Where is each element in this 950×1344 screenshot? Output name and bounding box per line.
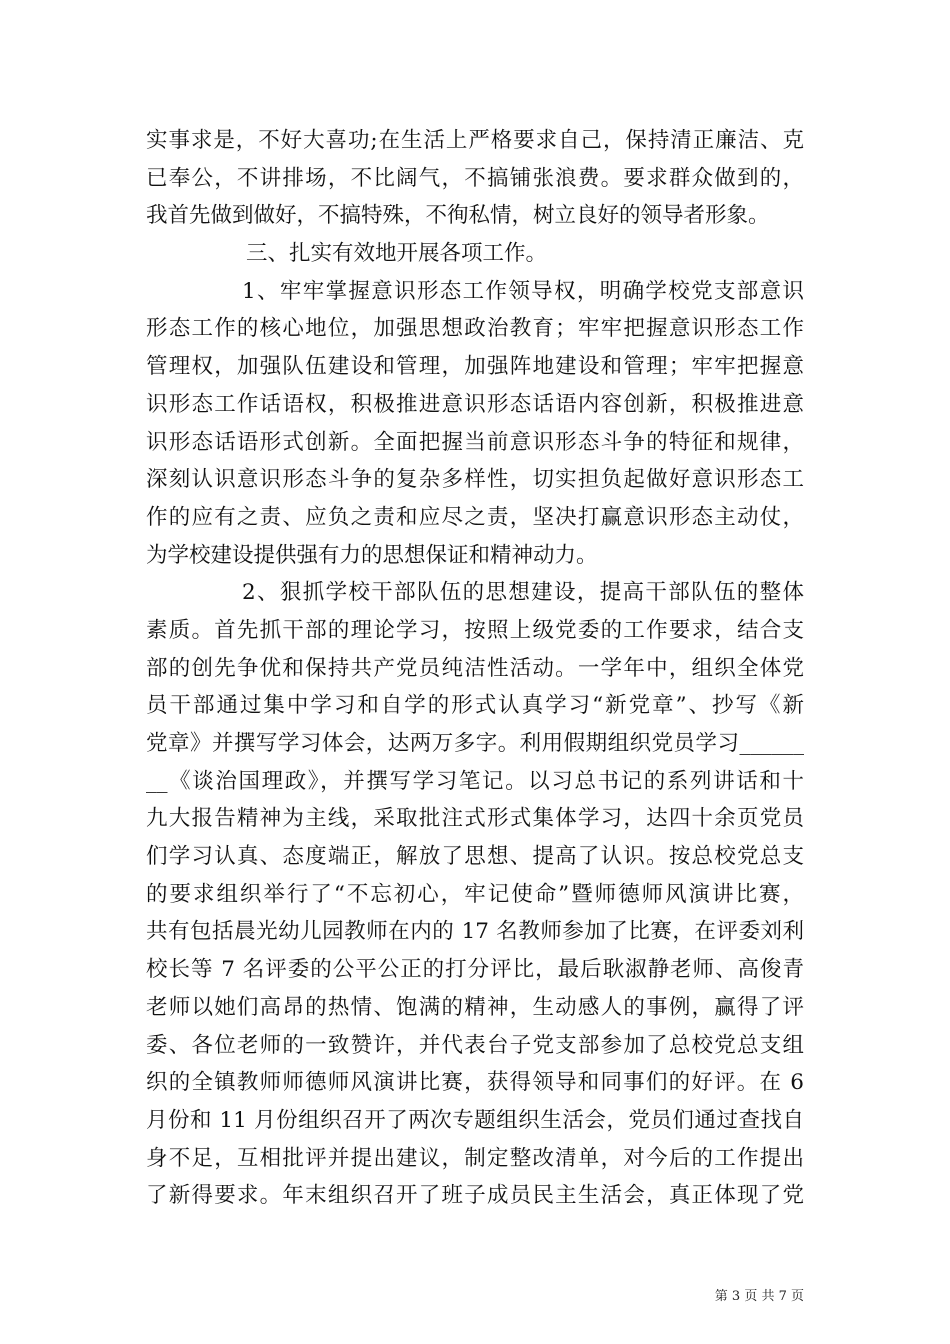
text-line: 识形态工作话语权，积极推进意识形态话语内容创新，积极推进意	[146, 391, 804, 417]
text-line: 织的全镇教师师德师风演讲比赛，获得领导和同事们的好评。在 6	[146, 1070, 804, 1096]
page-number: 第 3 页 共 7 页	[714, 1289, 804, 1304]
text-line: 校长等 7 名评委的公平公正的打分评比，最后耿淑静老师、高俊青	[146, 957, 804, 983]
text-line: 我首先做到做好，不搞特殊，不徇私情，树立良好的领导者形象。	[146, 203, 770, 229]
text-line: 为学校建设提供强有力的思想保证和精神动力。	[146, 542, 598, 568]
text-line: 实事求是，不好大喜功;在生活上严格要求自己，保持清正廉洁、克	[146, 128, 804, 153]
text-line: 员干部通过集中学习和自学的形式认真学习“新党章”、抄写《新	[146, 693, 804, 719]
text-line: 部的创先争优和保持共产党员纯洁性活动。一学年中，组织全体党	[146, 655, 804, 681]
text-line: __《谈治国理政》，并撰写学习笔记。以习总书记的系列讲话和十	[146, 768, 804, 794]
text-line: 了新得要求。年末组织召开了班子成员民主生活会，真正体现了党	[146, 1183, 804, 1209]
text-line: 委、各位老师的一致赞许，并代表台子党支部参加了总校党总支组	[146, 1032, 804, 1058]
text-line: 老师以她们高昂的热情、饱满的精神，生动感人的事例，赢得了评	[146, 994, 804, 1020]
text-line: 识形态话语形式创新。全面把握当前意识形态斗争的特征和规律，	[146, 429, 804, 455]
text-line: 形态工作的核心地位，加强思想政治教育；牢牢把握意识形态工作	[146, 316, 804, 342]
text-line: 深刻认识意识形态斗争的复杂多样性，切实担负起做好意识形态工	[146, 467, 804, 493]
text-line: 九大报告精神为主线，采取批注式形式集体学习，达四十余页党员	[146, 806, 804, 832]
section-heading: 三、扎实有效地开展各项工作。	[246, 241, 548, 267]
text-line: 已奉公，不讲排场，不比阔气，不搞铺张浪费。要求群众做到的，	[146, 165, 804, 191]
document-body	[146, 122, 804, 1215]
paragraph-first-line: 1、牢牢掌握意识形态工作领导权，明确学校党支部意识	[242, 278, 804, 304]
text-line: 共有包括晨光幼儿园教师在内的 17 名教师参加了比赛，在评委刘利	[146, 919, 804, 945]
paragraph-first-line: 2、狠抓学校干部队伍的思想建设，提高干部队伍的整体	[242, 580, 804, 606]
text-line: 的要求组织举行了“不忘初心，牢记使命”暨师德师风演讲比赛，	[146, 881, 804, 907]
text-line: 月份和 11 月份组织召开了两次专题组织生活会，党员们通过查找自	[146, 1107, 804, 1133]
text-line: 素质。首先抓干部的理论学习，按照上级党委的工作要求，结合支	[146, 617, 804, 643]
text-line: 身不足，互相批评并提出建议，制定整改清单，对今后的工作提出	[146, 1145, 804, 1171]
text-line: 们学习认真、态度端正，解放了思想、提高了认识。按总校党总支	[146, 844, 804, 870]
text-line: 作的应有之责、应负之责和应尽之责，坚决打赢意识形态主动仗，	[146, 504, 804, 530]
text-line: 党章》并撰写学习体会，达两万多字。利用假期组织党员学习______	[146, 731, 804, 756]
text-line: 管理权，加强队伍建设和管理，加强阵地建设和管理；牢牢把握意	[146, 354, 804, 380]
